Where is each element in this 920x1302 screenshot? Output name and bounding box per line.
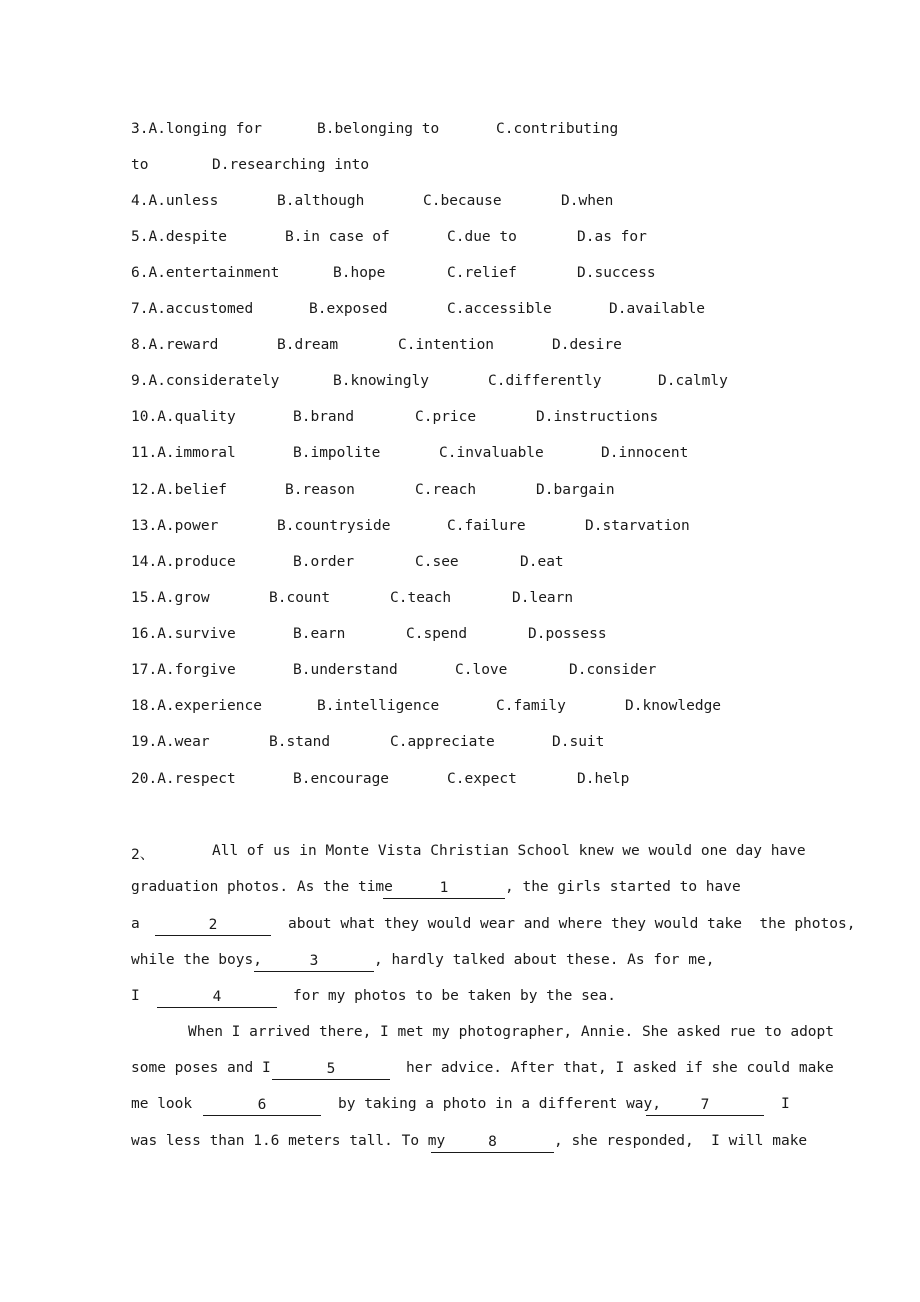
option-c: C.because (423, 193, 502, 209)
passage-text: while the boys, (131, 952, 262, 968)
option-b: B.reason (285, 482, 355, 498)
option-line-3-cont (0, 157, 370, 179)
option-d: D.eat (520, 554, 564, 570)
option-d: D.researching into (212, 157, 370, 173)
option-a: 17.A.forgive (131, 662, 236, 678)
option-d: D.knowledge (625, 698, 722, 714)
option-d: D.calmly (658, 373, 728, 389)
option-b: B.exposed (309, 301, 388, 317)
option-b: B.in case of (285, 229, 390, 245)
option-line-8 (0, 337, 622, 359)
option-a: 6.A.entertainment (131, 265, 280, 281)
option-b: B.stand (269, 734, 331, 750)
option-d: D.possess (528, 626, 607, 642)
option-b: B.intelligence (317, 698, 440, 714)
option-d: D.bargain (536, 482, 615, 498)
option-b: B.belonging to (317, 121, 440, 137)
passage-line-1 (0, 843, 806, 865)
option-d: D.available (609, 301, 706, 317)
option-c: C.price (415, 409, 477, 425)
passage-text: graduation photos. As the time (131, 879, 393, 895)
option-a: 16.A.survive (131, 626, 236, 642)
option-c: C.see (415, 554, 459, 570)
option-d: D.suit (552, 734, 605, 750)
option-d: D.when (561, 193, 614, 209)
passage-text: me look (131, 1096, 193, 1112)
passage-text: , hardly talked about these. As for me, (374, 952, 715, 968)
passage-text: When I arrived there, I met my photographer, Annie. She asked rue to adopt (188, 1024, 835, 1040)
option-line-9 (0, 373, 728, 395)
option-a: 7.A.accustomed (131, 301, 254, 317)
option-d: D.learn (512, 590, 574, 606)
option-c: C.love (455, 662, 508, 678)
option-b: B.understand (293, 662, 398, 678)
option-line-11 (0, 445, 689, 467)
option-continuation: to (131, 157, 149, 173)
option-line-14 (0, 554, 564, 576)
option-line-18 (0, 698, 722, 720)
option-b: B.hope (333, 265, 386, 281)
option-b: B.encourage (293, 771, 390, 787)
option-d: D.innocent (601, 445, 689, 461)
option-b: B.count (269, 590, 331, 606)
option-c: C.invaluable (439, 445, 544, 461)
option-c: C.spend (406, 626, 468, 642)
option-a: 4.A.unless (131, 193, 219, 209)
blank-7[interactable]: 7 (646, 1096, 764, 1116)
option-c: C.teach (390, 590, 452, 606)
blank-2[interactable]: 2 (155, 916, 271, 936)
option-b: B.brand (293, 409, 355, 425)
option-c: C.intention (398, 337, 495, 353)
blank-1[interactable]: 1 (383, 879, 505, 899)
option-d: D.help (577, 771, 630, 787)
option-b: B.dream (277, 337, 339, 353)
option-d: D.consider (569, 662, 657, 678)
passage-text: I (781, 1096, 790, 1112)
option-b: B.earn (293, 626, 346, 642)
option-c: C.contributing (496, 121, 619, 137)
passage-text: All of us in Monte Vista Christian School knew we would one day have (212, 843, 806, 859)
option-b: B.impolite (293, 445, 381, 461)
blank-4[interactable]: 4 (157, 988, 277, 1008)
option-line-17 (0, 662, 657, 684)
option-d: D.as for (577, 229, 647, 245)
option-a: 5.A.despite (131, 229, 228, 245)
passage-text: by taking a photo in a different way, (338, 1096, 662, 1112)
blank-8[interactable]: 8 (431, 1133, 554, 1153)
passage-line-8 (0, 1096, 790, 1118)
option-line-13 (0, 518, 690, 540)
passage-line-4 (0, 952, 715, 974)
option-line-19 (0, 734, 605, 756)
option-c: C.expect (447, 771, 517, 787)
passage-text: was less than 1.6 meters tall. To my (131, 1133, 446, 1149)
option-a: 18.A.experience (131, 698, 262, 714)
passage-line-7 (0, 1060, 834, 1082)
option-b: B.countryside (277, 518, 391, 534)
passage-text: , she responded, I will make (554, 1133, 808, 1149)
option-line-4 (0, 193, 614, 215)
option-a: 3.A.longing for (131, 121, 262, 137)
option-d: D.success (577, 265, 656, 281)
option-b: B.knowingly (333, 373, 430, 389)
passage-text: about what they would wear and where they would take the photos, (288, 916, 856, 932)
option-line-7 (0, 301, 706, 323)
passage-line-6 (0, 1024, 835, 1046)
passage-text: her advice. After that, I asked if she could make (406, 1060, 834, 1076)
option-line-20 (0, 771, 630, 793)
option-c: C.accessible (447, 301, 552, 317)
option-c: C.due to (447, 229, 517, 245)
passage-text: for my photos to be taken by the sea. (293, 988, 617, 1004)
option-a: 8.A.reward (131, 337, 219, 353)
option-a: 13.A.power (131, 518, 219, 534)
option-a: 11.A.immoral (131, 445, 236, 461)
option-c: C.reach (415, 482, 477, 498)
passage-text: I (131, 988, 140, 1004)
option-d: D.desire (552, 337, 622, 353)
option-c: C.differently (488, 373, 602, 389)
blank-3[interactable]: 3 (254, 952, 374, 972)
option-d: D.instructions (536, 409, 659, 425)
option-c: C.appreciate (390, 734, 495, 750)
option-b: B.although (277, 193, 365, 209)
option-line-5 (0, 229, 647, 251)
passage-line-2 (0, 879, 741, 901)
passage-text: a (131, 916, 140, 932)
option-a: 19.A.wear (131, 734, 210, 750)
option-c: C.relief (447, 265, 517, 281)
passage-text: , the girls started to have (505, 879, 741, 895)
option-line-10 (0, 409, 659, 431)
option-line-6 (0, 265, 656, 287)
passage-line-5 (0, 988, 617, 1010)
option-a: 10.A.quality (131, 409, 236, 425)
option-c: C.family (496, 698, 566, 714)
option-line-12 (0, 482, 615, 504)
option-line-15 (0, 590, 574, 612)
option-a: 12.A.belief (131, 482, 228, 498)
option-a: 15.A.grow (131, 590, 210, 606)
passage-line-3 (0, 916, 856, 938)
passage-line-9 (0, 1133, 808, 1155)
option-c: C.failure (447, 518, 526, 534)
option-d: D.starvation (585, 518, 690, 534)
option-a: 20.A.respect (131, 771, 236, 787)
blank-6[interactable]: 6 (203, 1096, 321, 1116)
blank-5[interactable]: 5 (272, 1060, 390, 1080)
option-line-3 (0, 121, 619, 143)
option-b: B.order (293, 554, 355, 570)
option-a: 14.A.produce (131, 554, 236, 570)
passage-number: 2、 (131, 847, 155, 863)
option-a: 9.A.considerately (131, 373, 280, 389)
option-line-16 (0, 626, 607, 648)
passage-text: some poses and I (131, 1060, 271, 1076)
